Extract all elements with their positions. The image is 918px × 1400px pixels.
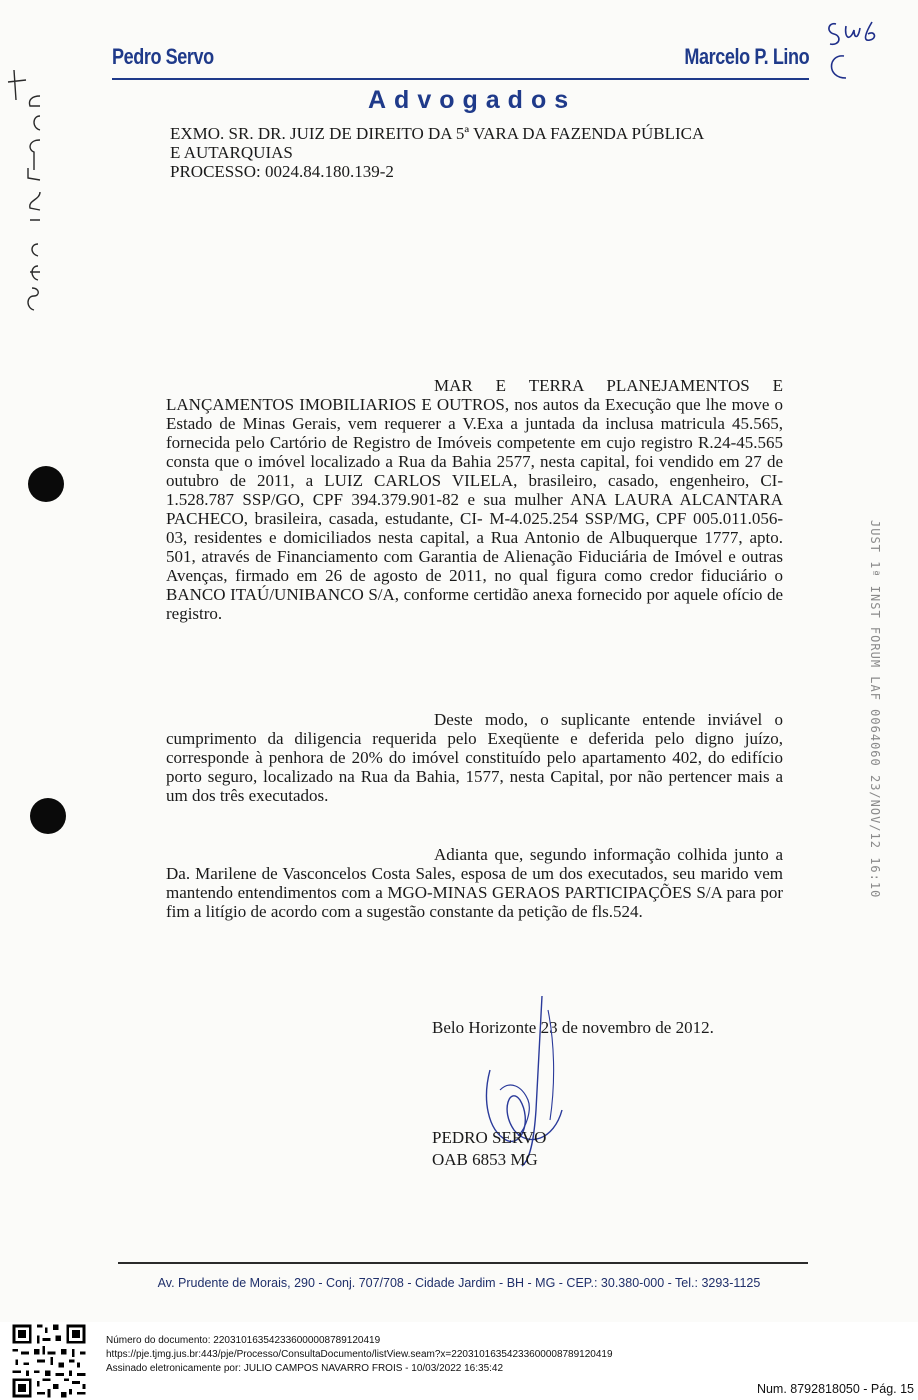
addressee-line: E AUTARQUIAS: [170, 143, 293, 162]
body-paragraph: [166, 710, 783, 805]
letterhead-rule: [112, 78, 809, 80]
document-number: Número do documento: 22031016354233600000878912041​9: [106, 1335, 381, 1346]
qr-code: [10, 1322, 88, 1400]
paragraph-text: MAR E TERRA PLANEJAMENTOS E LANÇAMENTOS IMOBILIARIOS E OUTROS, nos autos da Execução que lhe move o Estado de Minas Gerais, vem requerer a V.Exa a juntada da inclusa matricula 45.565, fornecida pelo Cartório de Registro de Imóveis competente em cujo registro R.24-45.565 consta que o imóvel localizado a Rua da Bahia 2577, nesta capital, foi vendido em 27 de outubro de 2011, a LUIZ CARLOS VILELA, brasileiro, casado, engenheiro, CI- 1.528.787 SSP/GO, CPF 394.379.901-82 e sua mulher ANA LAURA ALCANTARA PACHECO, brasileira, casada, estudante, CI- M-4.025.254 SSP/MG, CPF 005.011.056-03, residentes e domiciliados nesta capital, a Rua Antonio de Albuquerque 1777, apto. 501, através de Financiamento com Garantia de Alienação Fiduciária de Imóvel e outras Avenças, firmado em 26 de agosto de 2011, no qual figura como credor fiduciário o BANCO ITAÚ/UNIBANCO S/A, conforme certidão anexa fornecido por aquele ofício de registro.: [166, 376, 783, 623]
footer-address: Av. Prudente de Morais, 290 - Conj. 707/708 - Cidade Jardim - BH - MG - CEP.: 30.380-000 - Tel.: 3293-1125: [157, 1276, 761, 1290]
body-paragraph: [166, 845, 783, 921]
body-paragraph: [166, 376, 783, 623]
footer-rule: [118, 1262, 808, 1264]
process-number: PROCESSO: 0024.84.180.139-2: [170, 162, 394, 181]
signer-oab: OAB 6853 MG: [432, 1150, 538, 1169]
protocol-stamp: JUST 1ª INST FORUM LAF 0064060 23/NOV/12 16:10: [868, 520, 882, 899]
addressee-line: EXMO. SR. DR. JUIZ DE DIREITO DA 5ª VARA DA FAZENDA PÚBLICA: [170, 124, 705, 143]
paragraph-text: Adianta que, segundo informação colhida junto a Da. Marilene de Vasconcelos Costa Sales, esposa de um dos executados, seu marido vem mantendo entendimentos com a MGO-MINAS GERAOS PARTICIPAÇÕES S/A para por fim a litígio de acordo com a sugestão constante da petição de fls.524.: [166, 845, 783, 921]
handwritten-margin-note: [4, 60, 74, 340]
date-line: Belo Horizonte 23 de novembro de 2012.: [432, 1018, 714, 1037]
handwritten-folio-number: [822, 16, 892, 86]
addressee-block: [170, 124, 810, 181]
letterhead-right-name: Marcelo P. Lino: [684, 44, 809, 69]
paragraph-text: Deste modo, o suplicante entende inviável o cumprimento da diligencia requerida pelo Exeqüente e deferida pelo digno juízo, corresponde à penhora de 20% do imóvel constituído pelo apartamento 402, do edifício porto seguro, localizado na Rua da Bahia, 1577, nesta Capital, por não pertencer mais a um dos três executados.: [166, 710, 783, 805]
signed-by: Assinado eletronicamente por: JULIO CAMPOS NAVARRO FROIS - 10/03/2022 16:35:42: [106, 1363, 504, 1374]
document-url[interactable]: https://pje.tjmg.jus.br:443/pje/Processo/ConsultaDocumento/listView.seam?x=22031016354233600008789120419: [106, 1349, 613, 1360]
page-number: Num. 8792818050 - Pág. 15: [756, 1382, 914, 1396]
letterhead-subtitle: Advogados: [368, 86, 577, 114]
punch-hole: [30, 798, 66, 834]
punch-hole: [28, 466, 64, 502]
letterhead-left-name: Pedro Servo: [112, 44, 214, 69]
electronic-signature-info: [106, 1334, 613, 1376]
signer-name: PEDRO SERVO: [432, 1128, 547, 1147]
